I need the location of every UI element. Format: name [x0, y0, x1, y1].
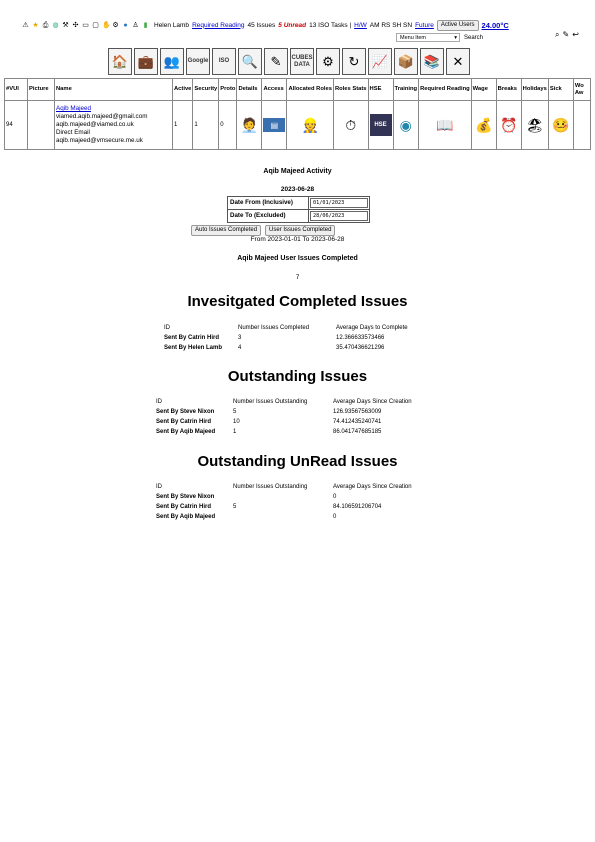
column-header: Wo Aw	[573, 79, 590, 101]
stat-value: 5	[233, 409, 237, 415]
stat-value: 84.106591206704	[333, 504, 382, 510]
corner-icons	[555, 30, 579, 40]
column-header: Name	[55, 79, 173, 101]
gear-icon[interactable]: ⚙	[112, 21, 119, 29]
settings-icon[interactable]: ⚙	[316, 48, 340, 75]
book-icon[interactable]: ▮	[143, 21, 148, 29]
stat-value: 35.470436621296	[336, 345, 385, 351]
stat-sender: Sent By Aqib Majeed	[156, 429, 216, 435]
box-icon[interactable]: 📦	[394, 48, 418, 75]
user-table	[4, 78, 591, 150]
stat-column-header: Average Days to Complete	[336, 325, 408, 331]
column-header: Sick	[548, 79, 573, 101]
stat-column-header: ID	[156, 399, 162, 405]
stat-value: 1	[233, 429, 237, 435]
warning-icon[interactable]: ⚠	[22, 21, 29, 29]
hse-icon[interactable]: HSE	[370, 114, 392, 136]
stat-value: 4	[238, 345, 242, 351]
stat-value: 86.041747685185	[333, 429, 382, 435]
breaks-icon[interactable]: ⏰	[499, 116, 518, 133]
briefcase-icon[interactable]: 💼	[134, 48, 158, 75]
table-header-row	[5, 79, 591, 101]
stats-icon[interactable]: ⏱	[345, 116, 357, 133]
edit-icon[interactable]: ✎	[562, 30, 570, 39]
window-icon[interactable]: ▭	[82, 21, 89, 29]
stat-column-header: Number Issues Completed	[238, 325, 310, 331]
hand-icon[interactable]: ✋	[102, 21, 111, 29]
column-header: Access	[262, 79, 287, 101]
outstanding-title: Outstanding Issues	[227, 368, 368, 385]
user-issues-button[interactable]: User Issues Completed	[265, 225, 335, 236]
wrench-icon[interactable]: ⚒	[62, 21, 69, 29]
temperature-readout[interactable]: 24.00°C	[481, 20, 509, 30]
auto-issues-button[interactable]: Auto Issues Completed	[191, 225, 261, 236]
stat-value: 3	[238, 335, 242, 341]
stat-column-header: ID	[156, 484, 162, 490]
date-range-box	[227, 196, 370, 223]
unread-title: Outstanding UnRead Issues	[197, 453, 398, 470]
stat-column-header: Average Days Since Creation	[333, 399, 412, 405]
stat-column-header: Number Issues Outstanding	[233, 399, 308, 405]
stat-sender: Sent By Catrin Hird	[156, 504, 212, 510]
stat-column-header: ID	[164, 325, 170, 331]
stat-sender: Sent By Catrin Hird	[164, 335, 220, 341]
stat-sender: Sent By Catrin Hird	[156, 419, 212, 425]
stat-column-header: Number Issues Outstanding	[233, 484, 308, 490]
active-cell: 1	[173, 101, 193, 150]
column-header: Allocated Roles	[287, 79, 334, 101]
activity-title: Aqib Majeed Activity	[263, 168, 332, 175]
wage-icon[interactable]: 💰	[474, 116, 493, 133]
column-header: HSE	[368, 79, 393, 101]
column-header: Breaks	[496, 79, 521, 101]
column-header: Wage	[471, 79, 496, 101]
date-range-text: From 2023-01-01 To 2023-06-28	[250, 236, 345, 243]
home-icon[interactable]: 🏠	[108, 48, 132, 75]
current-user: Helen Lamb	[154, 21, 190, 29]
globe-icon[interactable]: ◍	[52, 21, 59, 29]
stat-value: 0	[333, 514, 337, 520]
required-reading-link[interactable]: Required Reading	[192, 21, 245, 29]
column-header: #VUI	[5, 79, 28, 101]
reading-icon[interactable]: 📖	[436, 116, 454, 133]
shift-codes: AM RS SH SN	[369, 21, 413, 29]
cubes-data-icon[interactable]: CUBES DATA	[290, 48, 314, 75]
close-icon[interactable]: ✕	[446, 48, 470, 75]
name-cell	[55, 101, 173, 150]
stat-value: 74.412435240741	[333, 419, 382, 425]
access-card-icon[interactable]: ▤	[263, 118, 285, 132]
date-to-label: Date To (Excluded)	[228, 210, 309, 222]
activity-date: 2023-06-28	[280, 186, 315, 193]
column-header: Proto	[219, 79, 237, 101]
refresh-icon[interactable]: ↻	[342, 48, 366, 75]
main-toolbar	[108, 48, 470, 75]
details-icon[interactable]: 🧑‍💼	[240, 116, 259, 133]
iso-icon[interactable]: ISO	[212, 48, 236, 75]
column-header: Picture	[28, 79, 55, 101]
magnifier-icon[interactable]: 🔍	[238, 48, 262, 75]
column-header: Training	[393, 79, 419, 101]
security-cell: 1	[193, 101, 219, 150]
earth-icon[interactable]: ●	[123, 21, 128, 29]
stat-value: 126.93567563009	[333, 409, 382, 415]
email-3: aqib.majeed@vmsecure.me.uk	[56, 137, 143, 144]
proto-cell: 0	[219, 101, 237, 150]
stat-value: 10	[233, 419, 240, 425]
roles-icon[interactable]: 👷	[301, 116, 319, 133]
date-to-input[interactable]: 28/06/2023	[310, 211, 368, 221]
stat-value: 12.366633573466	[336, 335, 385, 341]
person-icon[interactable]: ♙	[132, 21, 139, 29]
menu-row	[396, 33, 483, 42]
pin-icon[interactable]: ✣	[72, 21, 79, 29]
stat-sender: Sent By Steve Nixon	[156, 494, 215, 500]
date-from-label: Date From (Inclusive)	[228, 197, 309, 209]
user-name-link[interactable]: Aqib Majeed	[56, 105, 92, 112]
chart-icon[interactable]: 📈	[368, 48, 392, 75]
column-header: Holidays	[521, 79, 548, 101]
email-2: aqib.majeed@viamed.co.uk	[56, 121, 134, 128]
user-id: 94	[5, 101, 28, 150]
sick-icon[interactable]: 🤒	[552, 116, 570, 133]
wo-cell	[573, 101, 590, 150]
books-icon[interactable]: 📚	[420, 48, 444, 75]
column-header: Security	[193, 79, 219, 101]
hw-link[interactable]: H/W	[354, 21, 367, 29]
issues-count: 45 Issues	[247, 21, 276, 29]
stat-sender: Sent By Aqib Majeed	[156, 514, 216, 520]
stat-sender: Sent By Steve Nixon	[156, 409, 215, 415]
stat-value: 0	[333, 494, 337, 500]
column-header: Details	[237, 79, 262, 101]
menu-select[interactable]: Menu Item ▾	[396, 33, 460, 42]
table-row	[5, 101, 591, 150]
search-label[interactable]: Search	[464, 34, 484, 41]
training-icon[interactable]: ◉	[399, 116, 412, 133]
column-header: Roles Stats	[333, 79, 368, 101]
issue-buttons	[191, 225, 335, 236]
print-icon[interactable]: ⎙	[42, 21, 49, 29]
iso-tasks: 13 ISO Tasks |	[309, 21, 352, 29]
column-header: Required Reading	[419, 79, 472, 101]
user-issues-value: 7	[295, 274, 300, 281]
search-icon[interactable]: ⌕	[555, 30, 560, 39]
picture-cell	[28, 101, 55, 150]
active-users-button[interactable]: Active Users	[437, 20, 479, 31]
unread-count[interactable]: 5 Unread	[278, 21, 307, 29]
stat-column-header: Average Days Since Creation	[333, 484, 412, 490]
date-from-input[interactable]: 01/01/2023	[310, 198, 368, 208]
direct-email-label: Direct Email	[56, 129, 90, 136]
google-icon[interactable]: Google	[186, 48, 210, 75]
pen-icon[interactable]: ✎	[264, 48, 288, 75]
investigated-title: Invesitgated Completed Issues	[187, 293, 408, 310]
holidays-icon[interactable]: 🏖	[525, 116, 544, 133]
column-header: Active	[173, 79, 193, 101]
user-issues-heading: Aqib Majeed User Issues Completed	[237, 255, 358, 262]
email-1: viamed.aqib.majeed@gmail.com	[56, 113, 148, 120]
stat-value: 5	[233, 504, 237, 510]
back-icon[interactable]: ↩	[572, 30, 579, 39]
stat-sender: Sent By Helen Lamb	[164, 345, 223, 351]
future-link[interactable]: Future	[415, 21, 434, 29]
calendar-icon[interactable]: ▢	[92, 21, 99, 29]
star-icon[interactable]: ★	[32, 21, 39, 29]
users-icon[interactable]: 👥	[160, 48, 184, 75]
top-status-bar	[22, 19, 595, 31]
